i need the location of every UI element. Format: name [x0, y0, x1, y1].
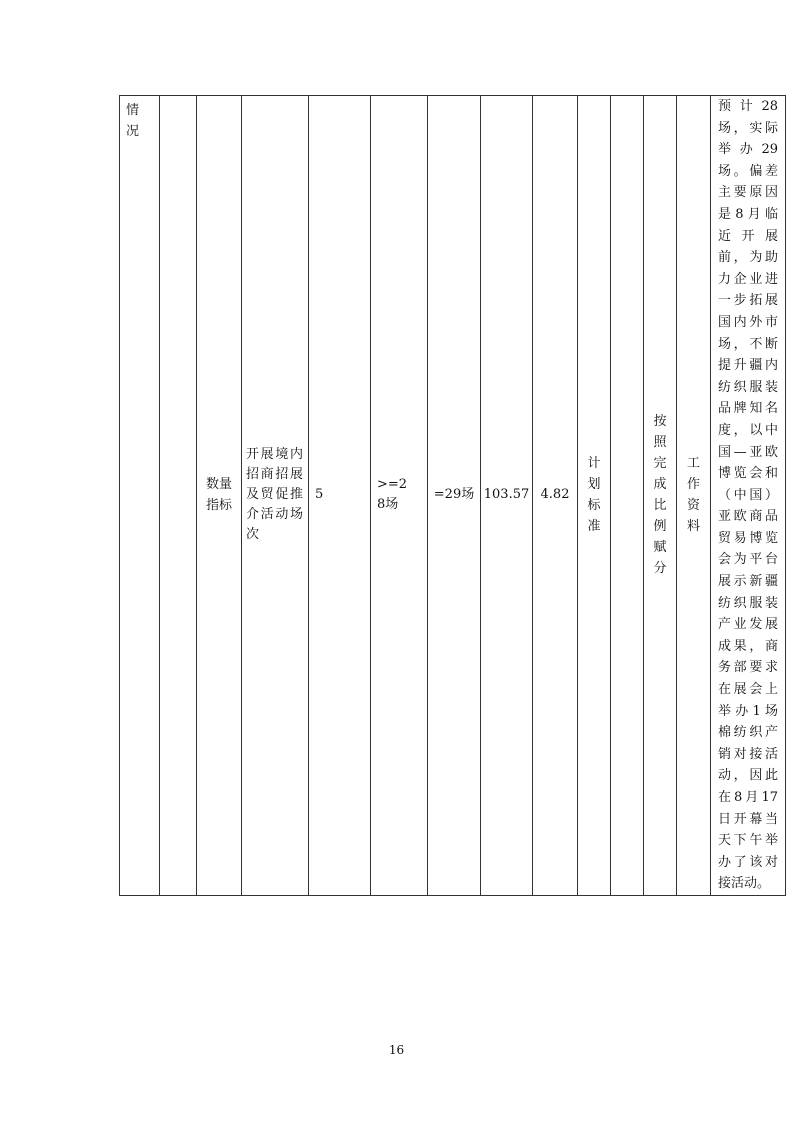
indicator-level2-cell: [197, 96, 242, 896]
indicator-level2-text: 数量指标: [205, 477, 232, 514]
blank-cell-b: [611, 96, 644, 896]
annual-target-cell: [371, 96, 428, 896]
page-number: 16: [388, 1043, 405, 1057]
blank-cell-a: [160, 96, 197, 896]
actual-value-cell: [428, 96, 481, 896]
score-text: 4.82: [540, 487, 570, 503]
table-row: [120, 96, 786, 896]
scoring-method-cell: [644, 96, 677, 896]
weight-cell: [309, 96, 371, 896]
performance-table: [119, 95, 786, 896]
indicator-level3-cell: [242, 96, 309, 896]
completion-rate-cell: [481, 96, 533, 896]
indicator-level3-text: 开展境内招商招展及贸促推介活动场次: [246, 447, 304, 543]
standard-basis-text: 计划标准: [587, 456, 601, 535]
annual-target-text: >=28场: [377, 477, 408, 513]
category-cell: [120, 96, 160, 896]
deviation-note-text: 预计28场，实际举办29场。偏差主要原因是8月临近开展前，为助力企业进一步拓展国内外市场，不断提升疆内纺织服装品牌知名度，以中国—亚欧博览会和（中国）亚欧商品贸易博览会为平台展示新疆纺织服装产业发展成果，商务部要求在展会上举办1场棉纺织产销对接活动，因此在8月17日开幕当天下午举办了该对接活动。: [718, 99, 778, 892]
data-source-text: 工作资料: [686, 456, 700, 535]
scoring-method-text: 按照完成比例赋分: [653, 414, 667, 577]
actual-value-text: =29场: [433, 487, 475, 503]
score-cell: [533, 96, 578, 896]
completion-rate-text: 103.57: [483, 487, 530, 503]
deviation-note-cell: [711, 96, 786, 896]
data-source-cell: [677, 96, 711, 896]
category-text: 情况: [126, 103, 140, 139]
weight-text: 5: [315, 487, 324, 503]
standard-basis-cell: [578, 96, 611, 896]
